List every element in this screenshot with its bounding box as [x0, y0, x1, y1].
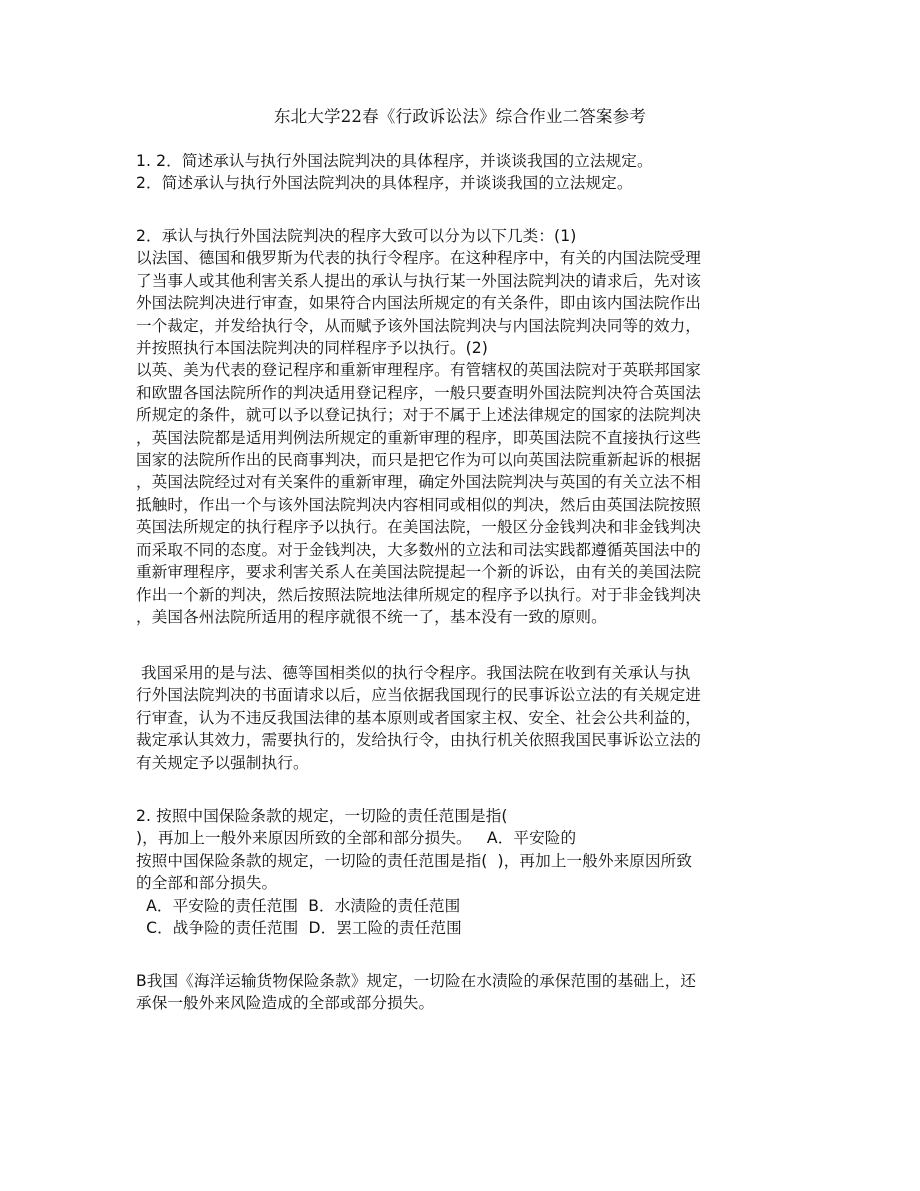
- answer-1-line: 和欧盟各国法院所作的判决适用登记程序，一般只要查明外国法院判决符合英国法: [136, 383, 701, 402]
- answer-1-line: 国家的法院所作出的民商事判决，而只是把它作为可以向英国法院重新起诉的根据: [136, 451, 701, 470]
- answer-1b-line: 行外国法院判决的书面请求以后，应当依据我国现行的民事诉讼立法的有关规定进: [136, 686, 701, 705]
- question-2-line: 的全部和部分损失。: [136, 874, 278, 893]
- answer-1b-line: 行审查，认为不违反我国法律的基本原则或者国家主权、安全、社会公共利益的，: [136, 708, 701, 727]
- question-1: [136, 150, 796, 195]
- answer-1-line: 外国法院判决进行审查，如果符合内国法所规定的有关条件，即由该内国法院作出: [136, 294, 701, 313]
- answer-2-line: B我国《海洋运输货物保险条款》规定，一切险在水渍险的承保范围的基础上，还: [136, 972, 697, 990]
- answer-1-line: 2．承认与执行外国法院判决的程序大致可以分为以下几类：(1): [136, 227, 577, 245]
- question-1-line: 1. 2．简述承认与执行外国法院判决的具体程序，并谈谈我国的立法规定。: [136, 152, 653, 170]
- answer-1-line: 一个裁定，并发给执行令，从而赋予该外国法院判决与内国法院判决同等的效力，: [136, 316, 701, 335]
- answer-1-continued: [136, 662, 796, 774]
- answer-2: [136, 970, 796, 1015]
- answer-1-line: 以法国、德国和俄罗斯为代表的执行令程序。在这种程序中，有关的内国法院受理: [136, 249, 701, 268]
- question-1-line: 2．简述承认与执行外国法院判决的具体程序，并谈谈我国的立法规定。: [136, 174, 633, 193]
- question-2: [136, 805, 796, 939]
- document-title: 东北大学22春《行政诉讼法》综合作业二答案参考: [273, 107, 647, 126]
- answer-1-line: 抵触时，作出一个与该外国法院判决内容相同或相似的判决，然后由英国法院按照: [136, 495, 701, 514]
- answer-1-line: 重新审理程序，要求利害关系人在美国法院提起一个新的诉讼，由有关的美国法院: [136, 563, 701, 582]
- answer-1-line: ，英国法院都是适用判例法所规定的重新审理的程序，即英国法院不直接执行这些: [136, 428, 701, 447]
- answer-1b-line: 我国采用的是与法、德等国相类似的执行令程序。我国法院在收到有关承认与执: [136, 664, 691, 682]
- answer-1: [136, 225, 796, 628]
- answer-1-line: 并按照执行本国法院判决的同样程序予以执行。(2): [136, 339, 488, 358]
- question-2-option-line: C．战争险的责任范围 D．罢工险的责任范围: [136, 919, 462, 938]
- answer-1b-line: 有关规定予以强制执行。: [136, 753, 309, 772]
- answer-1-line: ，美国各州法院所适用的程序就很不统一了，基本没有一致的原则。: [136, 607, 607, 626]
- question-2-option-line: A．平安险的责任范围 B．水渍险的责任范围: [136, 896, 461, 915]
- answer-1-line: ，英国法院经过对有关案件的重新审理，确定外国法院判决与英国的有关立法不相: [136, 473, 701, 492]
- answer-1-line: 作出一个新的判决，然后按照法院地法律所规定的程序予以执行。对于非金钱判决: [136, 585, 701, 604]
- answer-1b-line: 裁定承认其效力，需要执行的，发给执行令，由执行机关依照我国民事诉讼立法的: [136, 731, 701, 750]
- answer-1-line: 所规定的条件，就可以予以登记执行；对于不属于上述法律规定的国家的法院判决: [136, 406, 701, 425]
- answer-1-line: 了当事人或其他利害关系人提出的承认与执行某一外国法院判决的请求后，先对该: [136, 271, 701, 290]
- answer-1-line: 而采取不同的态度。对于金钱判决，大多数州的立法和司法实践都遵循英国法中的: [136, 540, 701, 559]
- answer-1-line: 以英、美为代表的登记程序和重新审理程序。有管辖权的英国法院对于英联邦国家: [136, 361, 701, 380]
- answer-1-line: 英国法所规定的执行程序予以执行。在美国法院，一般区分金钱判决和非金钱判决: [136, 518, 701, 537]
- question-2-line: 2. 按照中国保险条款的规定，一切险的责任范围是指(: [136, 807, 508, 825]
- question-2-line: 按照中国保险条款的规定，一切险的责任范围是指( )，再加上一般外来原因所致: [136, 851, 693, 870]
- question-2-line: )，再加上一般外来原因所致的全部和部分损失。 A．平安险的: [136, 829, 577, 848]
- answer-2-line: 承保一般外来风险造成的全部或部分损失。: [136, 994, 435, 1013]
